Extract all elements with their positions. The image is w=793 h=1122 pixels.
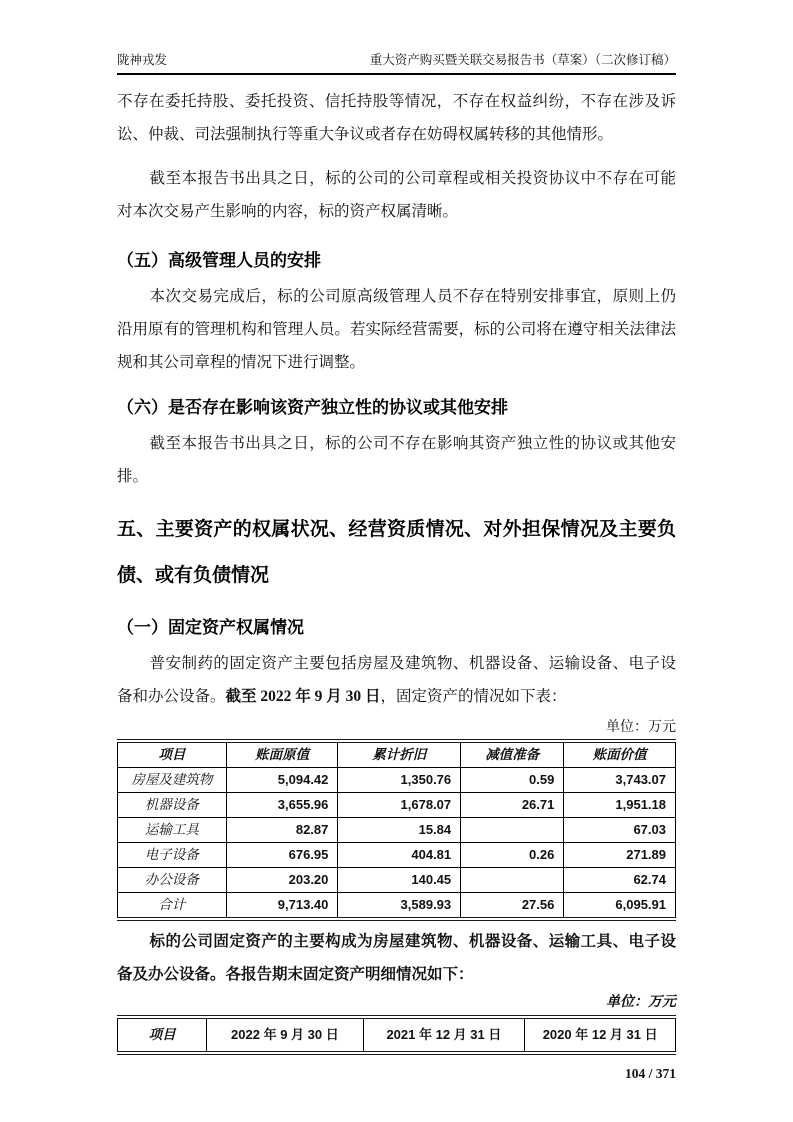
cell-value: 271.89 bbox=[564, 843, 676, 868]
cell-value: 9,713.40 bbox=[226, 893, 338, 920]
fixed-assets-date-bold: 截至 2022 年 9 月 30 日 bbox=[225, 688, 381, 705]
page-header bbox=[117, 52, 676, 75]
col-header-2022-09-30: 2022 年 9 月 30 日 bbox=[207, 1017, 363, 1053]
col-header-book-value: 账面价值 bbox=[564, 741, 676, 768]
row-label: 办公设备 bbox=[118, 868, 227, 893]
cell-value bbox=[461, 818, 564, 843]
row-label: 电子设备 bbox=[118, 843, 227, 868]
cell-value: 67.03 bbox=[564, 818, 676, 843]
paragraph-fixed-assets bbox=[117, 647, 676, 713]
paragraph-ownership-continuation: 不存在委托持股、委托投资、信托持股等情况，不存在权益纠纷，不存在涉及诉讼、仲裁、司法强制执行等重大争议或者存在妨碍权属转移的其他情形。 bbox=[117, 93, 676, 143]
row-label: 房屋及建筑物 bbox=[118, 768, 227, 793]
header-company-name: 陇神戎发 bbox=[117, 53, 168, 67]
col-header-item: 项目 bbox=[118, 741, 227, 768]
row-label: 运输工具 bbox=[118, 818, 227, 843]
heading-subsection-1: （一）固定资产权属情况 bbox=[117, 618, 304, 637]
col-header-item: 项目 bbox=[118, 1017, 207, 1053]
table-header-row bbox=[118, 741, 676, 768]
cell-value: 6,095.91 bbox=[564, 893, 676, 920]
col-header-2020-12-31: 2020 年 12 月 31 日 bbox=[525, 1017, 676, 1053]
heading-section-5: （五）高级管理人员的安排 bbox=[117, 251, 321, 270]
fixed-assets-text-2: ，固定资产的情况如下表： bbox=[380, 688, 567, 705]
cell-value: 26.71 bbox=[461, 793, 564, 818]
table-row bbox=[118, 843, 676, 868]
fixed-assets-table bbox=[117, 739, 676, 921]
cell-value: 3,655.96 bbox=[226, 793, 338, 818]
cell-value: 82.87 bbox=[226, 818, 338, 843]
cell-value: 0.59 bbox=[461, 768, 564, 793]
cell-value: 27.56 bbox=[461, 893, 564, 920]
paragraph-charter: 截至本报告书出具之日，标的公司的公司章程或相关投资协议中不存在可能对本次交易产生影响的内容，标的资产权属清晰。 bbox=[117, 170, 676, 220]
paragraph-composition: 标的公司固定资产的主要构成为房屋建筑物、机器设备、运输工具、电子设备及办公设备。各报告期末固定资产明细情况如下： bbox=[117, 933, 676, 983]
table-row bbox=[118, 868, 676, 893]
cell-value bbox=[461, 868, 564, 893]
cell-value: 3,743.07 bbox=[564, 768, 676, 793]
unit-label-1: 单位：万元 bbox=[606, 720, 676, 735]
page-number: 104 / 371 bbox=[624, 1066, 676, 1081]
cell-value: 676.95 bbox=[226, 843, 338, 868]
cell-value: 1,350.76 bbox=[338, 768, 461, 793]
cell-value: 203.20 bbox=[226, 868, 338, 893]
table-row bbox=[118, 768, 676, 793]
col-header-impairment: 减值准备 bbox=[461, 741, 564, 768]
cell-value: 3,589.93 bbox=[338, 893, 461, 920]
table-header-row bbox=[118, 1017, 676, 1053]
cell-value: 140.45 bbox=[338, 868, 461, 893]
heading-section-6: （六）是否存在影响该资产独立性的协议或其他安排 bbox=[117, 398, 508, 417]
cell-value: 62.74 bbox=[564, 868, 676, 893]
col-header-2021-12-31: 2021 年 12 月 31 日 bbox=[363, 1017, 525, 1053]
row-label: 合计 bbox=[118, 893, 227, 920]
table-row-total bbox=[118, 893, 676, 920]
table-row bbox=[118, 818, 676, 843]
cell-value: 5,094.42 bbox=[226, 768, 338, 793]
header-document-title: 重大资产购买暨关联交易报告书（草案）（二次修订稿） bbox=[369, 53, 676, 67]
col-header-accumulated-depreciation: 累计折旧 bbox=[338, 741, 461, 768]
table-row bbox=[118, 793, 676, 818]
col-header-original-value: 账面原值 bbox=[226, 741, 338, 768]
cell-value: 1,678.07 bbox=[338, 793, 461, 818]
heading-chapter-5: 五、主要资产的权属状况、经营资质情况、对外担保情况及主要负债、或有负债情况 bbox=[117, 519, 676, 586]
cell-value: 1,951.18 bbox=[564, 793, 676, 818]
cell-value: 404.81 bbox=[338, 843, 461, 868]
fixed-assets-by-period-table bbox=[117, 1015, 676, 1055]
paragraph-independence: 截至本报告书出具之日，标的公司不存在影响其资产独立性的协议或其他安排。 bbox=[117, 435, 676, 485]
cell-value: 15.84 bbox=[338, 818, 461, 843]
row-label: 机器设备 bbox=[118, 793, 227, 818]
cell-value: 0.26 bbox=[461, 843, 564, 868]
unit-label-2: 单位：万元 bbox=[606, 995, 676, 1010]
fixed-assets-text-1: 普安制药的固定资产主要包括房屋及建筑物、机器设备、运输设备、电子设备和办公设备。 bbox=[117, 655, 676, 705]
paragraph-management: 本次交易完成后，标的公司原高级管理人员不存在特别安排事宜，原则上仍沿用原有的管理机构和管理人员。若实际经营需要，标的公司将在遵守相关法律法规和其公司章程的情况下进行调整。 bbox=[117, 288, 676, 371]
